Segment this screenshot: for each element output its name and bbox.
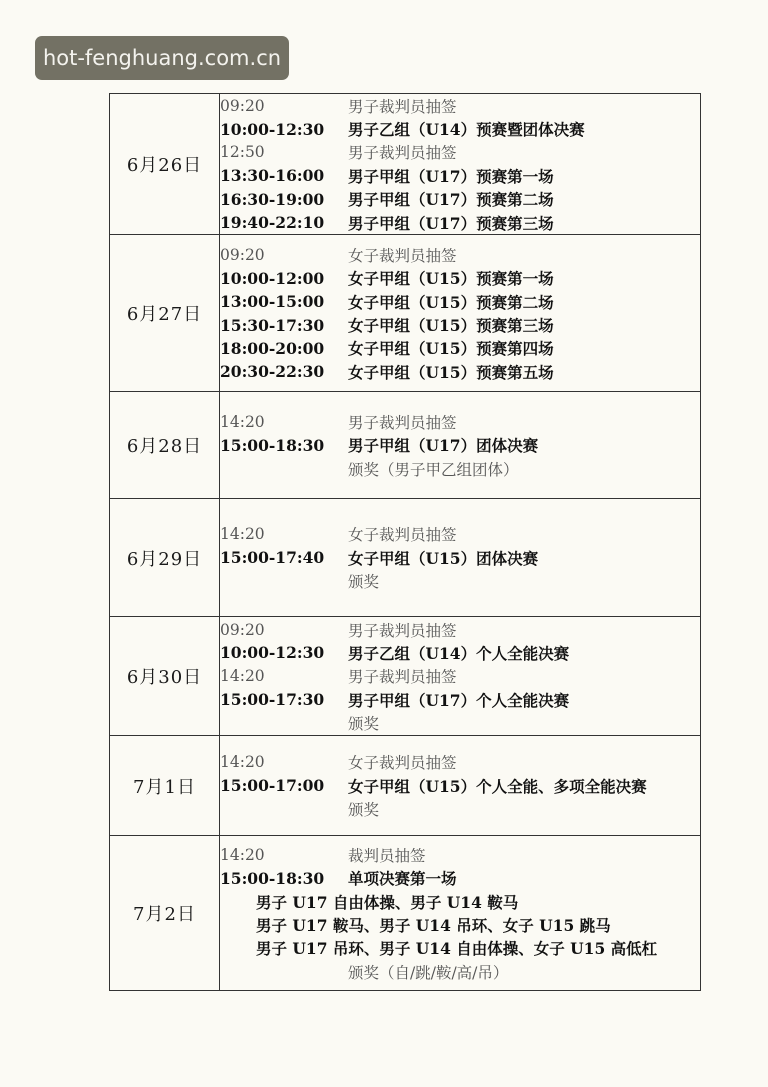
date-cell: 6月28日 [110,392,220,499]
events-cell [220,499,701,617]
table-row [110,617,701,736]
event-time: 10:00-12:00 [220,268,325,288]
schedule-line [220,410,700,433]
date-cell: 7月2日 [110,836,220,991]
table-row [110,736,701,836]
event-time: 15:00-17:30 [220,690,325,710]
event-desc: 女子甲组（U15）预赛第二场 [348,292,554,312]
event-time: 19:40-22:10 [220,213,325,233]
schedule-line [220,641,700,664]
events-cell [220,736,701,836]
event-time: 15:00-18:30 [220,868,325,888]
event-desc: 单项决赛第一场 [348,869,457,889]
apparatus-line [220,913,700,936]
schedule-line [220,688,700,711]
award-desc: 颁奖（男子甲乙组团体） [348,460,519,479]
event-desc: 女子甲组（U15）预赛第四场 [348,339,554,359]
event-desc: 男子裁判员抽签 [348,97,457,116]
table-row [110,392,701,499]
event-desc: 男子乙组（U14）预赛暨团体决赛 [348,120,585,140]
event-time: 13:00-15:00 [220,292,325,312]
award-desc: 颁奖（自/跳/鞍/高/吊） [348,963,509,982]
date-cell: 6月29日 [110,499,220,617]
schedule-line [220,94,700,117]
event-desc: 男子 U17 吊环、男子 U14 自由体操、女子 U15 高低杠 [256,939,658,959]
schedule-line [220,164,700,187]
event-desc: 男子裁判员抽签 [348,144,457,163]
event-desc: 女子甲组（U15）个人全能、多项全能决赛 [348,776,647,796]
apparatus-line [220,937,700,960]
event-time: 14:20 [220,412,265,431]
watermark-badge: hot-fenghuang.com.cn [35,36,289,80]
event-time: 10:00-12:30 [220,119,325,139]
event-desc: 女子裁判员抽签 [348,754,457,773]
event-desc: 女子甲组（U15）预赛第一场 [348,269,554,289]
schedule-line [220,117,700,140]
event-desc: 女子甲组（U15）团体决赛 [348,548,539,568]
award-desc: 颁奖 [348,715,380,734]
award-desc: 颁奖 [348,573,380,592]
events-cell [220,94,701,235]
schedule-line [220,774,700,797]
event-desc: 男子甲组（U17）预赛第二场 [348,190,554,210]
award-line [220,960,700,983]
event-desc: 男子裁判员抽签 [348,668,457,687]
competition-schedule-table [109,93,701,991]
schedule-line [220,267,700,290]
schedule-line [220,313,700,336]
schedule-line [220,360,700,383]
event-desc: 男子 U17 鞍马、男子 U14 吊环、女子 U15 跳马 [256,916,611,936]
schedule-line [220,618,700,641]
schedule-line [220,141,700,164]
date-cell: 6月27日 [110,235,220,392]
events-cell [220,392,701,499]
event-time: 15:00-17:00 [220,776,325,796]
schedule-line [220,843,700,866]
apparatus-line [220,890,700,913]
date-cell: 6月30日 [110,617,220,736]
schedule-line [220,523,700,546]
table-row [110,499,701,617]
schedule-line [220,337,700,360]
schedule-line [220,290,700,313]
date-cell: 6月26日 [110,94,220,235]
table-row [110,836,701,991]
event-desc: 男子裁判员抽签 [348,413,457,432]
event-time: 14:20 [220,753,265,772]
award-desc: 颁奖 [348,801,380,820]
event-time: 14:20 [220,525,265,544]
schedule-line [220,751,700,774]
award-line [220,570,700,593]
event-time: 13:30-16:00 [220,166,325,186]
event-time: 15:00-18:30 [220,435,325,455]
schedule-line [220,211,700,234]
event-desc: 男子甲组（U17）个人全能决赛 [348,690,570,710]
event-time: 09:20 [220,96,265,115]
event-time: 09:20 [220,245,265,264]
schedule-line [220,434,700,457]
schedule-line [220,665,700,688]
schedule-line [220,867,700,890]
event-desc: 男子甲组（U17）团体决赛 [348,436,539,456]
event-time: 14:20 [220,845,265,864]
event-desc: 裁判员抽签 [348,846,426,865]
event-desc: 女子裁判员抽签 [348,526,457,545]
event-desc: 男子 U17 自由体操、男子 U14 鞍马 [256,892,519,912]
date-cell: 7月1日 [110,736,220,836]
event-time: 09:20 [220,620,265,639]
event-desc: 男子甲组（U17）预赛第一场 [348,166,554,186]
events-cell [220,836,701,991]
event-time: 18:00-20:00 [220,338,325,358]
event-time: 15:00-17:40 [220,548,325,568]
event-time: 15:30-17:30 [220,315,325,335]
events-cell [220,617,701,736]
award-line [220,457,700,480]
event-desc: 女子裁判员抽签 [348,246,457,265]
schedule-line [220,188,700,211]
schedule-line [220,546,700,569]
event-time: 20:30-22:30 [220,362,325,382]
event-desc: 男子裁判员抽签 [348,621,457,640]
events-cell [220,235,701,392]
table-row [110,235,701,392]
event-desc: 男子乙组（U14）个人全能决赛 [348,643,570,663]
event-time: 10:00-12:30 [220,643,325,663]
event-desc: 男子甲组（U17）预赛第三场 [348,213,554,233]
event-time: 14:20 [220,667,265,686]
table-row [110,94,701,235]
event-time: 16:30-19:00 [220,189,325,209]
event-time: 12:50 [220,143,265,162]
award-line [220,711,700,734]
award-line [220,798,700,821]
schedule-line [220,243,700,266]
event-desc: 女子甲组（U15）预赛第三场 [348,316,554,336]
event-desc: 女子甲组（U15）预赛第五场 [348,362,554,382]
